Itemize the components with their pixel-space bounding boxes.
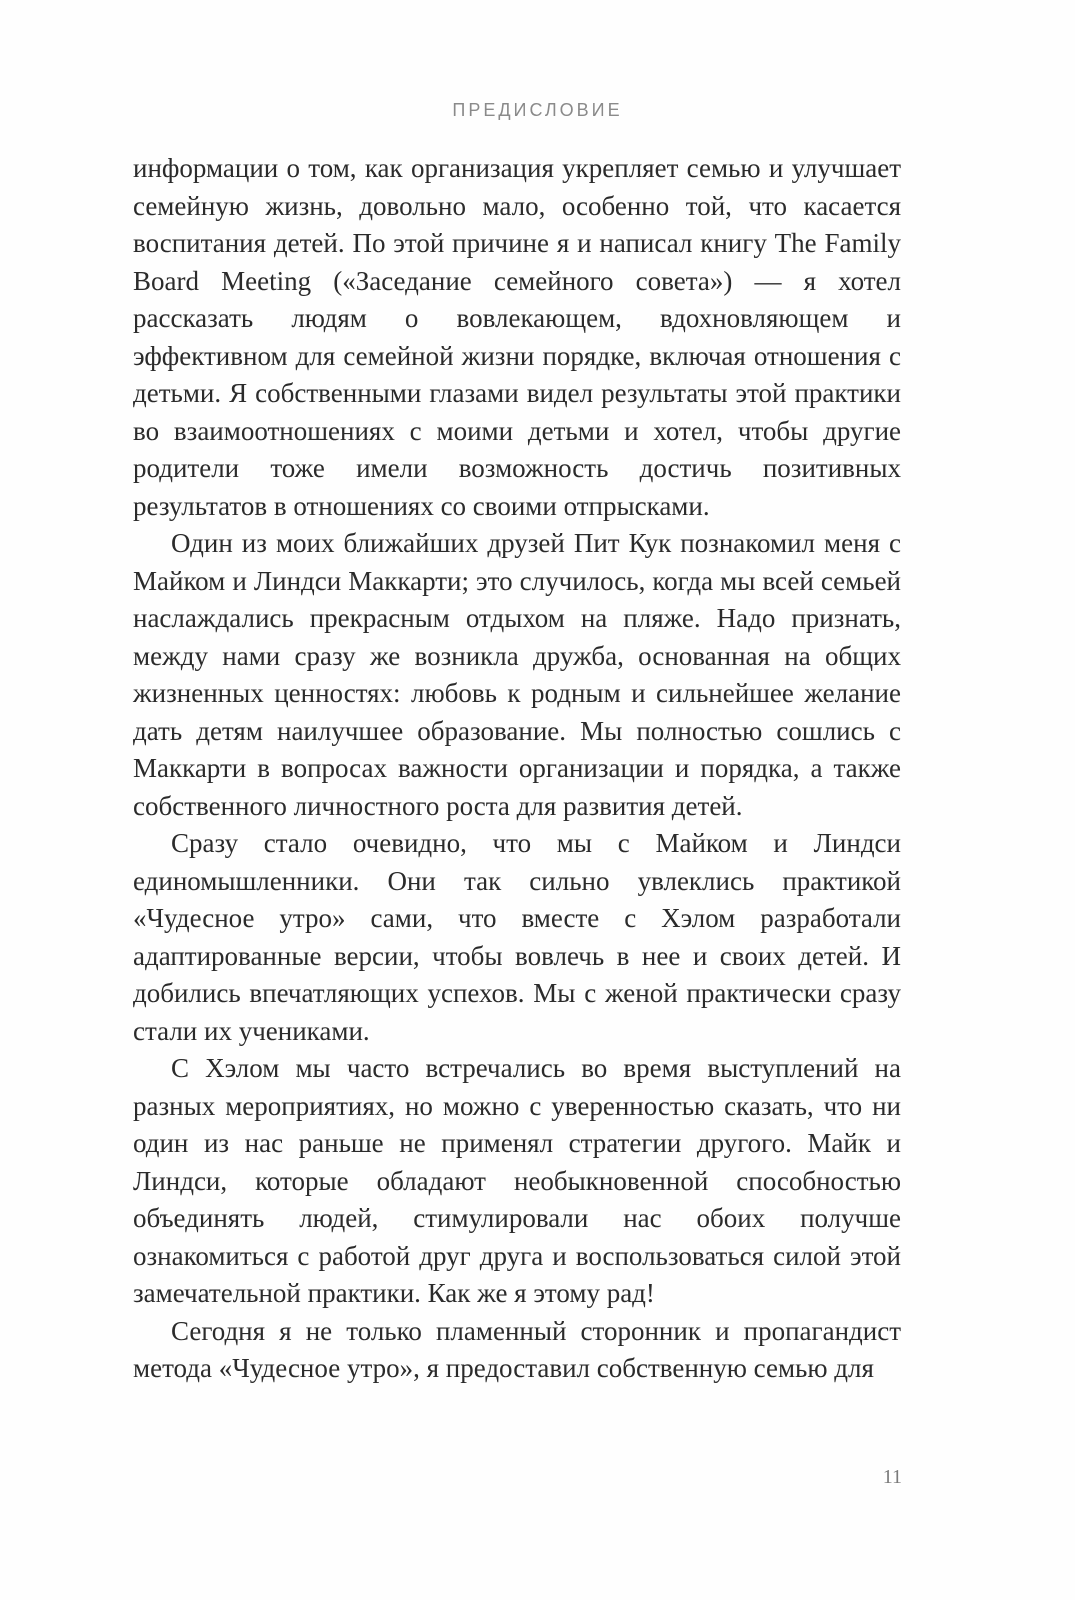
paragraph-1: информации о том, как организация укрепляет семью и улучшает семейную жизнь, довольно мало, особенно той, что касается воспитания детей. По этой причине я и написал книгу The Family Board Meeting («Заседание семейного совета») — я хотел рассказать людям о вовлекающем, вдохновляющем и эффективном для семейной жизни порядке, включая отношения с детьми. Я собственными глазами видел результаты этой практики во взаимоотношениях с моими детьми и хотел, чтобы другие родители тоже имели возможность достичь позитивных результатов в отношениях со своими отпрысками. [133, 153, 901, 521]
page-number: 11 [882, 1466, 902, 1488]
paragraph-3: Сразу стало очевидно, что мы с Майком и Линдси единомышленники. Они так сильно увлеклись практикой «Чудесное утро» сами, что вместе с Хэлом разработали адаптированные версии, чтобы вовлечь в нее и своих детей. И добились впечатляющих успехов. Мы с женой практически сразу стали их учениками. [133, 828, 901, 1046]
paragraph-5: Сегодня я не только пламенный сторонник и пропагандист метода «Чудесное утро», я предоставил собственную семью для [133, 1315, 901, 1383]
paragraph-4: С Хэлом мы часто встречались во время выступлений на разных мероприятиях, но можно с уверенностью сказать, что ни один из нас раньше не применял стратегии другого. Майк и Линдси, которые обладают необыкновенной способностью объединять людей, стимулировали нас обоих получше ознакомиться с работой друг друга и воспользоваться силой этой замечательной практики. Как же я этому рад! [133, 1053, 901, 1308]
paragraph-2: Один из моих ближайших друзей Пит Кук познакомил меня с Майком и Линдси Маккарти; это случилось, когда мы всей семьей наслаждались прекрасным отдыхом на пляже. Надо признать, между нами сразу же возникла дружба, основанная на общих жизненных ценностях: любовь к родным и сильнейшее желание дать детям наилучшее образование. Мы полностью сошлись с Маккарти в вопросах важности организации и порядка, а также собственного личностного роста для развития детей. [133, 528, 901, 821]
body-text [133, 150, 901, 1388]
running-title: ПРЕДИСЛОВИЕ [452, 100, 623, 120]
